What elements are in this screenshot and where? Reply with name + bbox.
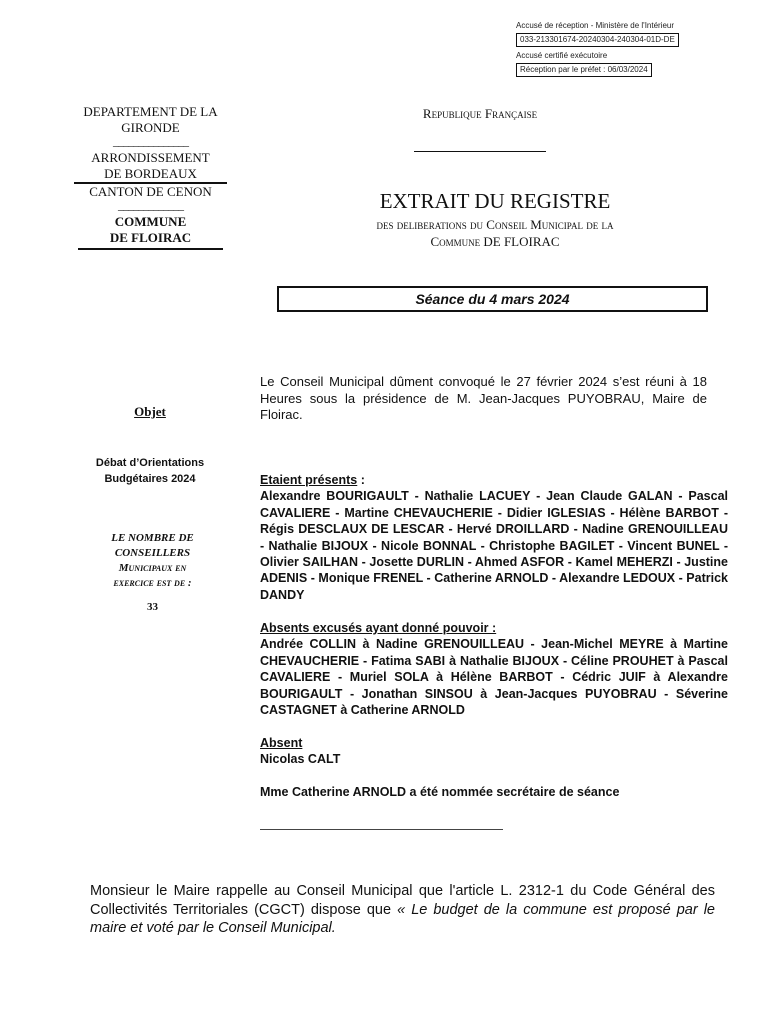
document-title: EXTRAIT DU REGISTRE (379, 189, 611, 213)
subtitle-line-1: des deliberations du Conseil Municipal de la (376, 217, 614, 232)
stamp-executoire: Accusé certifié exécutoire (516, 51, 608, 60)
presents-colon: : (357, 473, 365, 487)
conseillers-count: 33 (147, 601, 158, 613)
absent-heading: Absent (260, 736, 303, 750)
rappel-paragraph (90, 882, 715, 938)
presents-heading: Etaient présents (260, 473, 358, 487)
absents-excuses-section (260, 620, 728, 718)
subtitle-floirac: DE FLOIRAC (480, 234, 560, 249)
divider (260, 829, 503, 830)
absents-excuses-names: Andrée COLLIN à Nadine GRENOUILLEAU - Jean-Michel MEYRE à Martine CHEVAUCHERIE - Fatima SABI à Nathalie BIJOUX - Céline PROUHET à Pascal CAVALIERE - Muriel SOLA à Hélène BARBOT - Cédric JUIF à Alexandre BOURIGAULT - Jonathan SINSOU à Jean-Jacques PUYOBRAU - Séverine CASTAGNET à Catherine ARNOLD (260, 637, 728, 718)
department-name: DEPARTEMENT DE LA GIRONDE (83, 104, 218, 135)
divider (414, 151, 546, 152)
secretaire-line: Mme Catherine ARNOLD a été nommée secrétaire de séance (260, 785, 620, 799)
stamp-acte-id: 033-213301674-20240304-240304-01D-DE (516, 33, 679, 47)
nombre-line-4: exercice est de : (113, 577, 192, 589)
objet-title-line-1: Débat d’Orientations (95, 457, 205, 469)
rappel-text: Monsieur le Maire rappelle au Conseil Municipal que l'article L. 2312-1 du Code Général des Collectivités Territoriales (CGCT) dispose que (90, 883, 715, 918)
commune-line-2: DE FLOIRAC (109, 230, 192, 245)
presents-section (260, 472, 728, 603)
seance-date-box: Séance du 4 mars 2024 (277, 286, 708, 312)
absents-excuses-heading: Absents excusés ayant donné pouvoir : (260, 621, 497, 635)
commune-line-1: COMMUNE (114, 214, 187, 229)
absent-names: Nicolas CALT (260, 752, 341, 767)
presents-heading-line (260, 472, 728, 488)
reception-stamp (516, 20, 706, 80)
arrondissement-line-1: ARRONDISSEMENT (91, 150, 210, 165)
stamp-title: Accusé de réception - Ministère de l'Intérieur (516, 21, 675, 30)
objet-title-line-2: Budgétaires 2024 (104, 473, 196, 485)
republique-francaise: Republique Française (422, 106, 538, 121)
divider (78, 248, 223, 250)
subtitle-commune: Commune (430, 234, 481, 249)
objet-title (70, 455, 230, 487)
canton-name: CANTON DE CENON (89, 184, 212, 199)
presents-names: Alexandre BOURIGAULT - Nathalie LACUEY - Jean Claude GALAN - Pascal CAVALIERE - Martine CHEVAUCHERIE - Didier IGLESIAS - Hélène BARBOT - Régis DESCLAUX DE LESCAR - Hervé DROILLARD - Nadine GRENOUILLEAU - Nathalie BIJOUX - Nicole BONNAL - Christophe BAGILET - Vincent BUNEL - Olivier SAILHAN - Josette DURLIN - Ahmed ASFOR - Kamel MEHERZI - Justine ADENIS - Monique FRENEL - Catherine ARNOLD - Alexandre LEDOUX - Patrick DANDY (260, 489, 728, 602)
stamp-reception-date: Réception par le préfet : 06/03/2024 (516, 63, 652, 77)
conseillers-count-label (80, 531, 225, 591)
left-header (78, 104, 223, 250)
nombre-line-2: CONSEILLERS (114, 547, 191, 559)
absent-section (260, 735, 728, 768)
nombre-line-1: LE NOMBRE DE (111, 532, 194, 544)
intro-paragraph: Le Conseil Municipal dûment convoqué le 27 février 2024 s’est réuni à 18 Heures sous la présidence de M. Jean-Jacques PUYOBRAU, Maire de Floirac. (260, 374, 707, 422)
rappel-quote: « Le budget de la commune est proposé par le maire et voté par le Conseil Municipal. (90, 901, 715, 936)
arrondissement-line-2: DE BORDEAUX (104, 166, 197, 181)
objet-label: Objet (134, 404, 166, 419)
subtitle-line-2 (300, 233, 690, 250)
divider: _______________ (113, 134, 188, 148)
document-subtitle (300, 216, 690, 250)
divider: _____________ (118, 198, 183, 212)
nombre-line-3: Municipaux en (118, 562, 187, 574)
